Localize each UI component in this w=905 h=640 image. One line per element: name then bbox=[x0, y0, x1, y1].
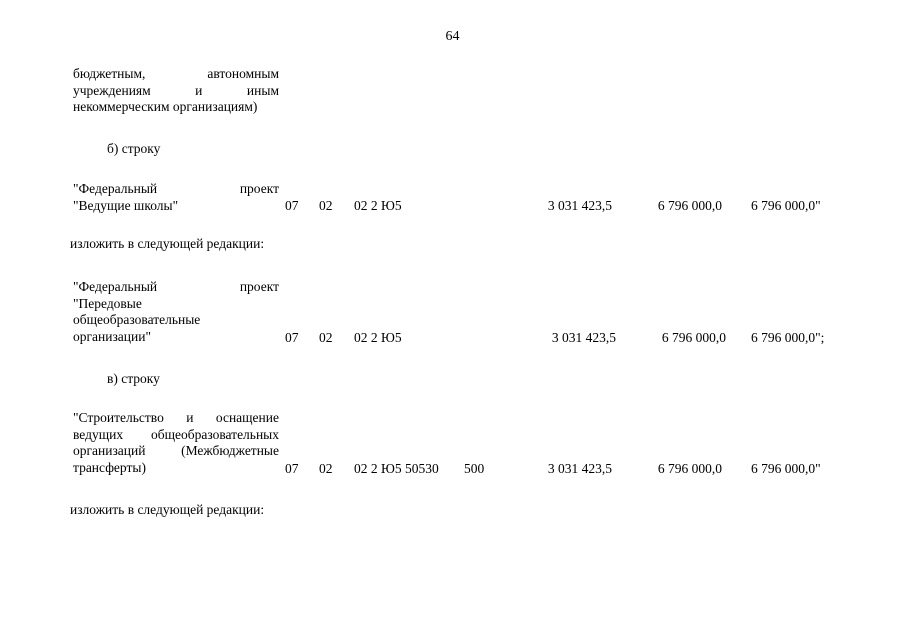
row-b-new-value-3: 6 796 000,0"; bbox=[751, 330, 825, 345]
row-b-new-value-2: 6 796 000,0 bbox=[661, 330, 726, 345]
row-name-continuation bbox=[73, 66, 279, 116]
row-b-old-value-1: 3 031 423,5 bbox=[547, 198, 612, 213]
row-b-old-csr: 02 2 Ю5 bbox=[354, 198, 402, 213]
instruction-replace-1: изложить в следующей редакции: bbox=[70, 236, 265, 251]
row-b-new-value-1: 3 031 423,5 bbox=[551, 330, 616, 345]
row-b-old-name bbox=[73, 181, 279, 214]
row-v-old-name bbox=[73, 410, 279, 476]
row-v-old-pr: 02 bbox=[319, 461, 333, 476]
name-line: организаций (Межбюджетные bbox=[73, 443, 279, 458]
name-line: "Строительство и оснащение bbox=[73, 410, 279, 425]
name-line: некоммерческим организациям) bbox=[73, 99, 258, 114]
row-b-new-rz: 07 bbox=[285, 330, 299, 345]
row-b-old-value-3: 6 796 000,0" bbox=[751, 198, 821, 213]
name-line: учреждениям и иным bbox=[73, 82, 279, 98]
section-v-heading: в) строку bbox=[107, 371, 160, 386]
row-b-old-value-2: 6 796 000,0 bbox=[657, 198, 722, 213]
name-line: организации" bbox=[73, 328, 151, 344]
row-b-new-pr: 02 bbox=[319, 330, 333, 345]
instruction-replace-2: изложить в следующей редакции: bbox=[70, 502, 265, 517]
name-line: "Федеральный проект bbox=[73, 181, 279, 196]
row-v-old-value-3: 6 796 000,0" bbox=[751, 461, 821, 476]
row-v-old-vr: 500 bbox=[464, 461, 485, 476]
name-line: ведущих общеобразовательных bbox=[73, 426, 279, 442]
page-number: 64 bbox=[445, 29, 460, 44]
name-line: "Ведущие школы" bbox=[73, 197, 179, 213]
row-b-new-csr: 02 2 Ю5 bbox=[354, 330, 402, 345]
row-v-old-rz: 07 bbox=[285, 461, 299, 476]
name-line: трансферты) bbox=[73, 459, 146, 475]
name-line: "Передовые bbox=[73, 295, 142, 311]
row-v-old-value-1: 3 031 423,5 bbox=[547, 461, 612, 476]
name-line: "Федеральный проект bbox=[73, 279, 279, 294]
row-v-old-csr: 02 2 Ю5 50530 bbox=[354, 461, 439, 476]
row-v-old-value-2: 6 796 000,0 bbox=[657, 461, 722, 476]
row-b-old-pr: 02 bbox=[319, 198, 333, 213]
row-b-new-name bbox=[73, 279, 279, 345]
name-line: бюджетным, автономным bbox=[73, 66, 279, 81]
row-b-old-rz: 07 bbox=[285, 198, 299, 213]
section-b-heading: б) строку bbox=[107, 141, 161, 156]
name-line: общеобразовательные bbox=[73, 312, 201, 327]
